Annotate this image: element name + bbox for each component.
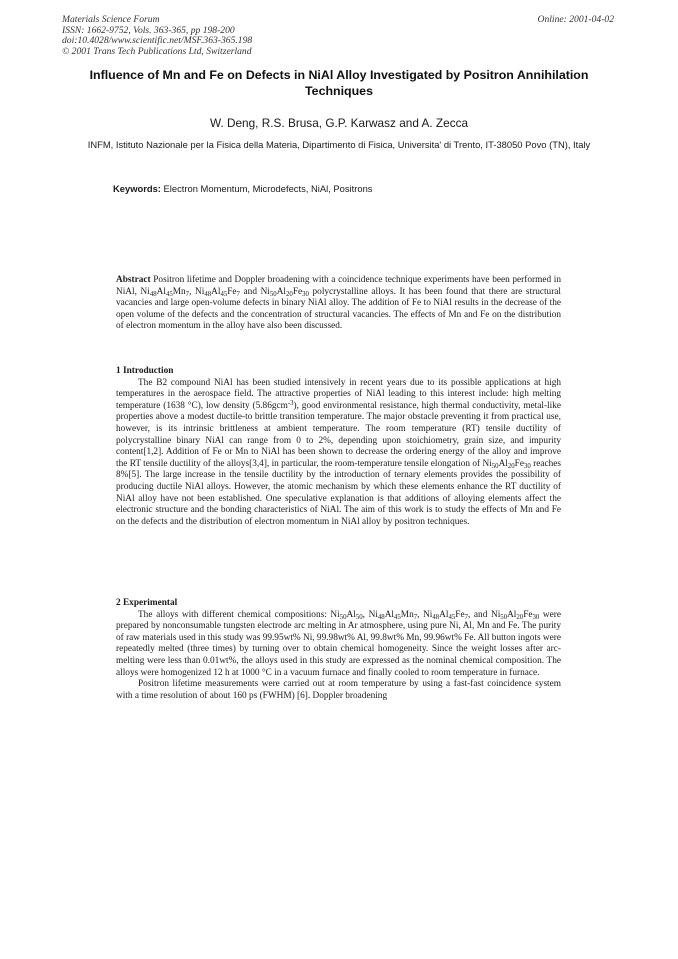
exp-text-3: , — [417, 609, 424, 620]
exp-text-2: , — [362, 609, 369, 620]
online-date: Online: 2001-04-02 — [537, 14, 614, 25]
running-header — [62, 15, 252, 57]
intro-exponent: -3 — [287, 399, 294, 407]
experimental-paragraph-1 — [116, 610, 561, 680]
journal-name: Materials Science Forum — [62, 14, 160, 25]
affiliation: INFM, Istituto Nazionale per la Fisica della Materia, Dipartimento di Fisica, Universita' di Trento, IT-38050 Povo (TN), Italy — [87, 139, 591, 150]
formula-ni48al45mn7: $Ni_{48}Al_{45}Mn_7$ — [140, 286, 190, 298]
intro-text-2: ), good environmental resistance, high thermal conductivity, metal-like properties above a modest ductile-to brittle transition temperature. The major obstacle preventing it from practical use, however, is its intrinsic brittleness at ambient temperature. The room temperature (RT) tensile ductility of polycrystalline binary NiAl can range from 0 to 2%, depending upon stoichiometry, grain size, and impurity content[1,2]. Addition of Fe or Mn to NiAl has been shown to decrease the ordering energy of the alloy and improve the RT tensile ductility of the alloys[3,4], in particular, the room-temperature tensile elongation of — [116, 400, 561, 469]
exp-text-1: The alloys with different chemical compositions: — [138, 609, 331, 620]
exp-text-4: , and — [468, 609, 491, 620]
abstract-text-1: Positron lifetime and Doppler broadening with a coincidence technique experiments have been performed in NiAl, — [116, 275, 561, 297]
abstract-text-2: and — [239, 286, 261, 297]
formula-ni48al45fe7: $Ni_{48}Al_{45}Fe_7$ — [423, 609, 468, 621]
experimental-heading: 2 Experimental — [116, 598, 178, 608]
formula-ni48al45mn7: $Ni_{48}Al_{45}Mn_7$ — [368, 609, 418, 621]
experimental-paragraph-2: Positron lifetime measurements were carried out at room temperature by using a fast-fast coincidence system with a time resolution of about 160 ps (FWHM) [6]. Doppler broadening — [116, 679, 561, 701]
experimental-section — [116, 598, 561, 702]
introduction-paragraph — [116, 378, 561, 529]
issn-line: ISSN: 1662-9752, Vols. 363-365, pp 198-200 — [62, 24, 235, 36]
paper-title: Influence of Mn and Fe on Defects in NiAl Alloy Investigated by Positron Annihilation Techniques — [89, 68, 589, 98]
doi-line: doi:10.4028/www.scientific.net/MSF.363-365.198 — [62, 35, 253, 47]
formula-ni48al45fe7: $Ni_{48}Al_{45}Fe_7$ — [195, 286, 240, 298]
abstract-label: Abstract — [116, 275, 151, 285]
formula-ni50al20fe30: $Ni_{50}Al_{20}Fe_{30}$ — [482, 458, 531, 470]
introduction-section — [116, 366, 561, 528]
abstract-text-3: polycrystalline alloys. It has been found that there are structural vacancies and large open-volume defects in binary NiAl alloy. The addition of Fe to NiAl results in the decrease of the open volume of the defects and the concentration of structural vacancies. The effects of Mn and Fe on the distribution of electron momentum in the alloy have also been discussed. — [116, 286, 562, 332]
exp-text-5: were prepared by nonconsumable tungsten electrode arc melting in Ar atmosphere, using pure Ni, Al, Mn and Fe. The purity of raw materials used in this study was 99.95wt% Ni, 99.98wt% Al, 99.8wt% Mn, 99.96wt% Fe. All button ingots were repeatedly melted (three times) by turning over to obtain chemical homogeneity. Since the weight losses after arc-melting were less than 0.01wt%, the alloys used in this study are expressed as the nominal chemical composition. The alloys were homogenized 12 h at 1000 °C in a vacuum furnace and finally cooled to room temperature in furnace. — [116, 609, 561, 678]
author-list: W. Deng, R.S. Brusa, G.P. Karwasz and A. Zecca — [209, 116, 469, 130]
introduction-heading: 1 Introduction — [116, 366, 174, 376]
formula-ni50al20fe30: $Ni_{50}Al_{20}Fe_{30}$ — [490, 609, 540, 621]
keywords-label: Keywords: — [113, 183, 161, 194]
abstract: Abstract Positron lifetime and Doppler broadening with a coincidence technique experiments have been performed in NiAl, $Ni_{48}Al_{45}Mn_7$, $Ni_{48}Al_{45}Fe_7$ and $Ni_{50}Al_{20}Fe_{30}$ polycrystalline alloys. It has been found that there are structural vacancies and large open-volume defects in binary NiAl alloy. The addition of Fe to NiAl results in the decrease of the open volume of the defects and the concentration of structural vacancies. The effects of Mn and Fe on the distribution of electron momentum in the alloy have also been discussed. — [116, 275, 562, 332]
intro-text-3: reaches 8%[5]. The large increase in the tensile ductility by the introduction of ternary elements provides the possibility of producing ductile NiAl alloys. However, the atomic mechanism by which these elements enhance the RT ductility of NiAl alloy have not been established. One speculative explanation is that additions of alloying elements affect the electronic structure and the bonding characteristics of NiAl. The aim of this work is to study the effects of Mn and Fe on the defects and the distribution of electron momentum in NiAl alloy by positron techniques. — [116, 458, 561, 527]
formula-ni50al20fe30: $Ni_{50}Al_{20}Fe_{30}$ — [260, 286, 309, 298]
keywords — [113, 183, 372, 195]
formula-ni50al50: $Ni_{50}Al_{50}$ — [330, 609, 363, 621]
copyright-line: © 2001 Trans Tech Publications Ltd, Switzerland — [62, 45, 252, 57]
keywords-text: Electron Momentum, Microdefects, NiAl, Positrons — [163, 183, 373, 194]
intro-text-1: The B2 compound NiAl has been studied intensively in recent years due to its possible applications at high temperatures in the aerospace field. The attractive properties of NiAl leading to this interest include: high melting temperature (1638 °C), low density (5.86gcm — [116, 377, 561, 411]
